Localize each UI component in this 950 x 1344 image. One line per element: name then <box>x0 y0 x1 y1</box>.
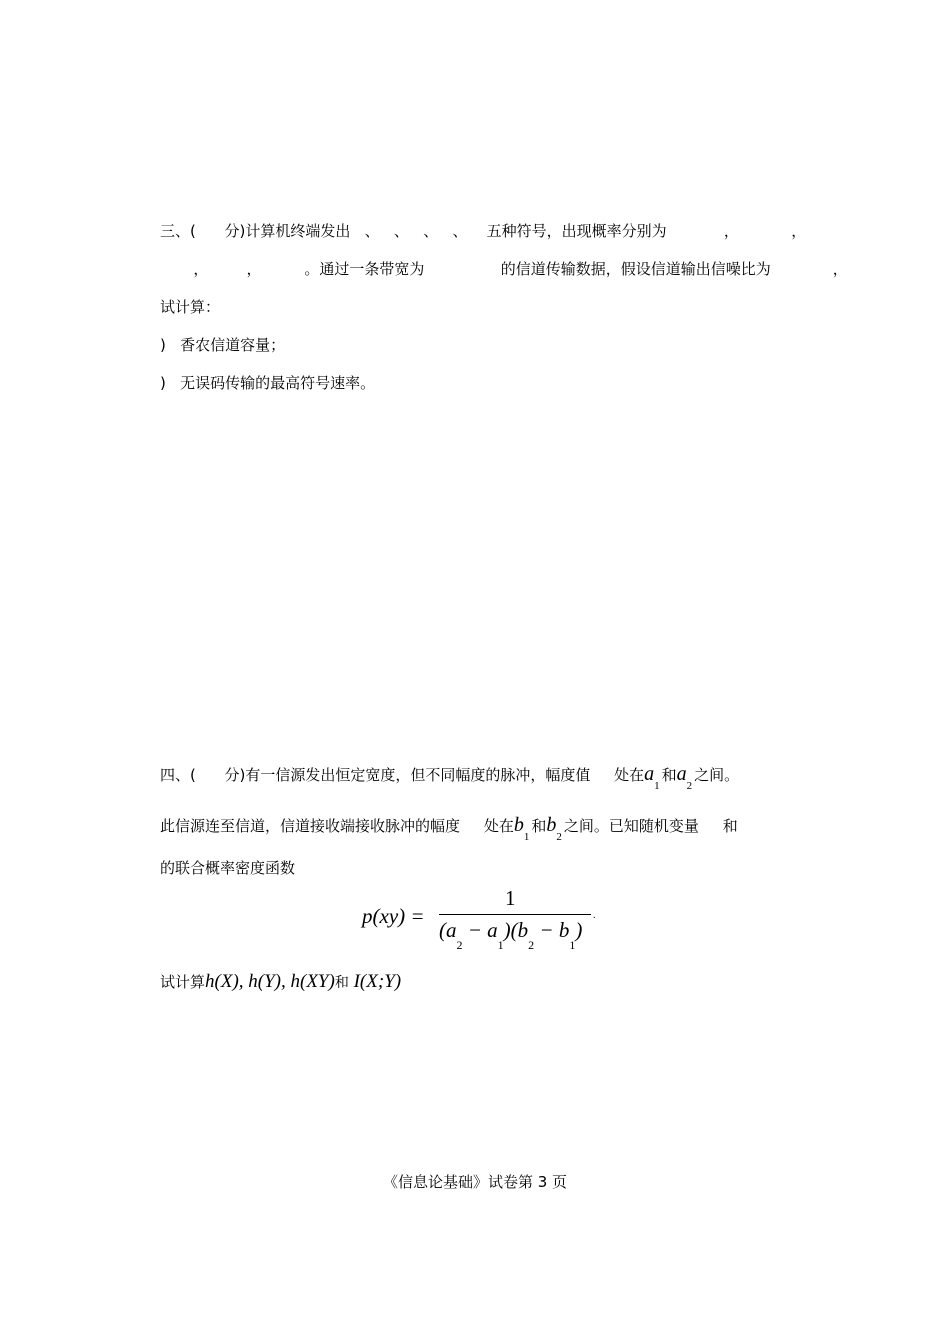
den-sub-3: 2 <box>528 938 535 952</box>
task-entropies: h(X), h(Y), h(XY) <box>205 971 335 992</box>
q4-line-1-end: 之间。 <box>694 766 740 784</box>
q4-sub-b1: 1 <box>523 831 530 843</box>
den-part-e: ) <box>575 918 583 942</box>
q4-line-2-end: 之间。已知随机变量 和 <box>563 817 738 835</box>
page-footer: 《信息论基础》试卷第 3 页 <box>382 1173 568 1191</box>
q4-var-a2: a <box>676 763 687 785</box>
q3-line-2: ， ， 。通过一条带宽为 的信道传输数据，假设信道输出信噪比为 ， <box>160 260 848 278</box>
q4-sub-a2: 2 <box>686 780 693 792</box>
den-part-d: − b <box>534 918 570 942</box>
q4-var-b2: b <box>546 814 557 836</box>
fraction-bar <box>439 914 591 915</box>
q4-var-b1: b <box>513 814 524 836</box>
q4-line-3: 的联合概率密度函数 <box>160 859 296 877</box>
den-part-c: )(b <box>503 918 529 942</box>
formula-denominator <box>439 918 583 952</box>
q4-var-a1: a <box>644 763 655 785</box>
joint-pdf-formula <box>362 884 602 954</box>
task-and: 和 <box>334 975 349 991</box>
q3-item-2: ) 无误码传输的最高符号速率。 <box>160 374 376 392</box>
q3-line-3: 试计算： <box>160 298 221 316</box>
q4-line-1-text: 四、( 分)有一信源发出恒定宽度，但不同幅度的脉冲，幅度值 处在 <box>160 766 645 784</box>
q4-sub-b2: 2 <box>556 831 562 843</box>
q4-line-2 <box>160 814 738 843</box>
q3-line-1: 三、( 分)计算机终端发出 、 、 、 、 五种符号，出现概率分别为 ， ， <box>160 222 807 240</box>
task-mutual-info: I(X;Y) <box>353 971 402 992</box>
q4-and-1: 和 <box>661 766 677 784</box>
q4-task-line <box>160 972 401 993</box>
q4-sub-a1: 1 <box>654 780 660 792</box>
den-part-b: − a <box>462 918 498 942</box>
den-sub-4: 1 <box>569 938 576 952</box>
den-sub-2: 1 <box>497 938 504 952</box>
den-sub-1: 2 <box>456 938 463 952</box>
formula-period: . <box>593 910 596 921</box>
q4-and-2: 和 <box>531 817 547 835</box>
q4-line-2-text: 此信源连至信道，信道接收端接收脉冲的幅度 处在 <box>160 817 514 835</box>
den-part-a: (a <box>439 918 457 942</box>
task-prefix: 试计算 <box>160 973 206 991</box>
q3-item-1: ) 香农信道容量； <box>160 336 286 354</box>
formula-lhs: p(xy) = <box>362 904 425 928</box>
q4-line-1 <box>160 763 740 792</box>
formula-numerator: 1 <box>505 886 516 910</box>
